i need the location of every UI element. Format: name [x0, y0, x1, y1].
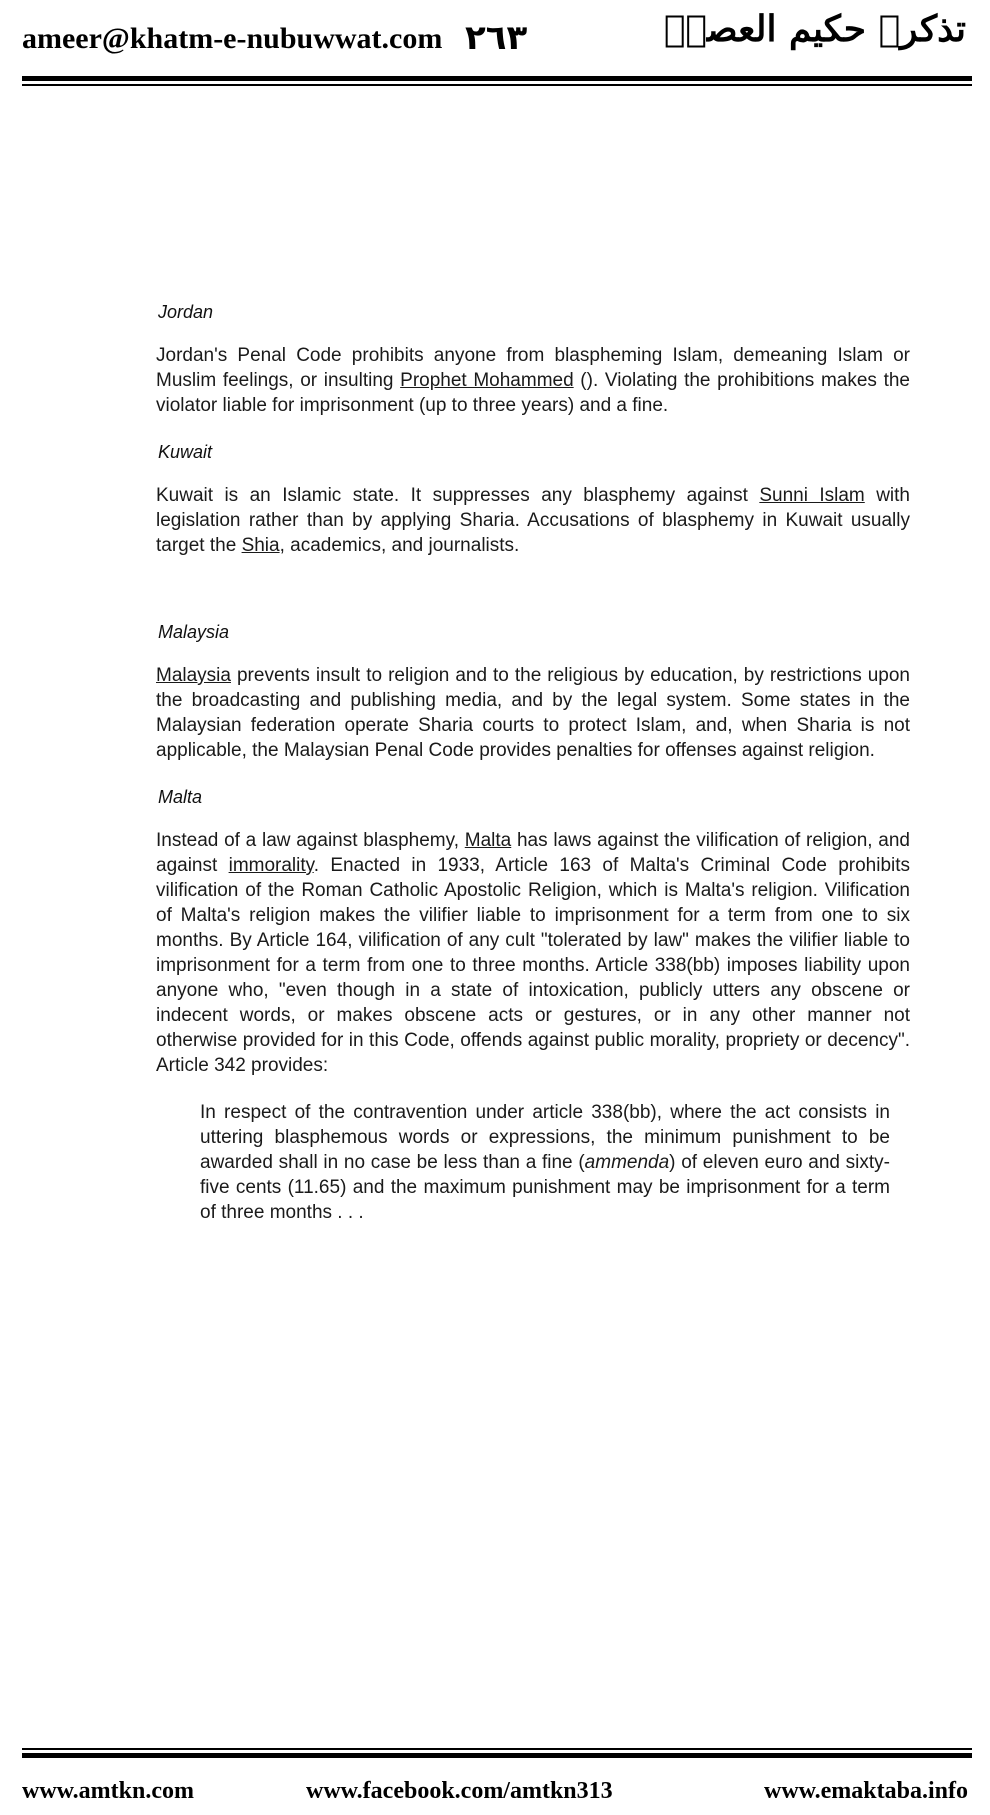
header-email[interactable]: ameer@khatm-e-nubuwwat.com: [22, 22, 443, 55]
footer-rule-thin: [22, 1748, 972, 1750]
page-footer: [0, 1760, 990, 1815]
section-malaysia: [150, 620, 910, 763]
text: Kuwait is an Islamic state. It suppresses any blasphemy against: [156, 485, 760, 506]
text: . Enacted in 1933, Article 163 of Malta's Criminal Code prohibits vilification of the Roman Catholic Apostolic Religion, which is Malta's religion. Vilification of Malta's religion makes the vilifier liable to imprisonment for a term from one to six months. By Article 164, vilification of any cult "tolerated by law" makes the vilifier liable to imprisonment for a term from one to three months. Article 338(bb) imposes liability upon anyone who, "even though in a state of intoxication, publicly utters any obscene or indecent words, or makes obscene acts or gestures, or in any other manner not otherwise provided for in this Code, offends against public morality, propriety or decency". Article 342 provides:: [156, 855, 911, 1076]
link-shia[interactable]: Shia: [241, 535, 280, 556]
text: Jordan's Penal Code prohibits anyone from blaspheming Islam, demeaning Islam or Muslim feelings, or insulting: [156, 345, 910, 391]
heading-kuwait: Kuwait: [158, 442, 213, 462]
paragraph-malta: [156, 828, 910, 1078]
text: has laws against the vilification of religion, and against: [156, 830, 910, 876]
footer-rule-thick: [22, 1753, 972, 1758]
footer-link-facebook[interactable]: www.facebook.com/amtkn313: [306, 1778, 613, 1804]
link-immorality[interactable]: immorality: [228, 855, 314, 876]
blockquote-article-342: [200, 1100, 890, 1225]
spacer: [150, 580, 910, 620]
emphasis: ammenda: [584, 1152, 670, 1173]
link-sunni-islam[interactable]: Sunni Islam: [759, 485, 865, 506]
heading-malaysia: Malaysia: [158, 622, 230, 642]
page-header: [0, 0, 990, 88]
header-rule-thick: [22, 76, 972, 81]
section-kuwait: [150, 440, 910, 558]
section-malta: [150, 785, 910, 1225]
paragraph-jordan: [156, 343, 910, 418]
section-jordan: [150, 300, 910, 418]
text: Instead of a law against blasphemy,: [156, 830, 465, 851]
paragraph-kuwait: [156, 483, 910, 558]
book-title: تذکرہ حکیم العصرؒ: [663, 8, 966, 50]
link-malaysia[interactable]: Malaysia: [156, 665, 231, 686]
footer-link-emaktaba[interactable]: www.emaktaba.info: [763, 1778, 968, 1804]
heading-jordan: Jordan: [158, 302, 214, 322]
text: with legislation rather than by applying Sharia. Accusations of blasphemy in Kuwait usually target the: [156, 485, 910, 556]
page-number: ٢٦٣: [465, 18, 528, 58]
text: In respect of the contravention under article 338(bb), where the act consists in uttering blasphemous words or expressions, the minimum punishment to be awarded shall in no case be less than a fine (: [200, 1102, 890, 1173]
header-rule-thin: [22, 84, 972, 86]
text: prevents insult to religion and to the religious by education, by restrictions upon the broadcasting and publishing media, and by the legal system. Some states in the Malaysian federation operate Sharia courts to protect Islam, and, when Sharia is not applicable, the Malaysian Penal Code provides penalties for offenses against religion.: [156, 665, 910, 761]
text: (). Violating the prohibitions makes the violator liable for imprisonment (up to three years) and a fine.: [156, 370, 910, 416]
text: , academics, and journalists.: [279, 535, 520, 556]
link-malta[interactable]: Malta: [464, 830, 512, 851]
heading-malta: Malta: [158, 787, 203, 807]
page-content: [150, 300, 910, 1225]
footer-link-amtkn[interactable]: www.amtkn.com: [22, 1778, 194, 1804]
text: ) of eleven euro and sixty-five cents (11.65) and the maximum punishment may be imprisonment for a term of three months . . .: [200, 1152, 890, 1223]
paragraph-malaysia: [156, 663, 910, 763]
link-prophet-mohammed[interactable]: Prophet Mohammed: [400, 370, 574, 391]
